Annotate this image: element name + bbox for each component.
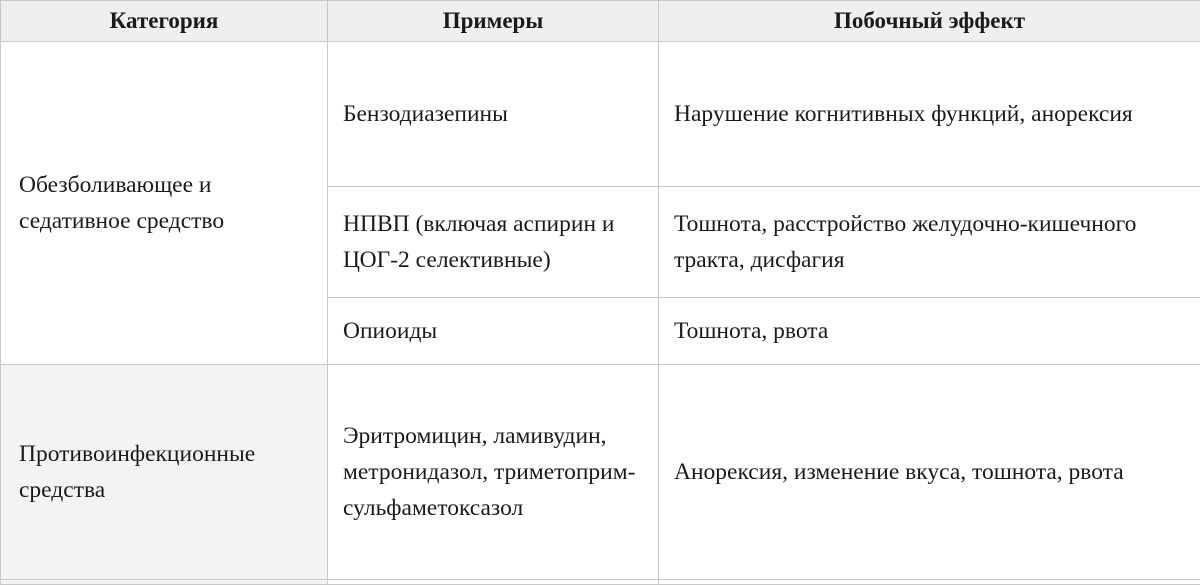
example-cell: Эритромицин, ламивудин, метронидазол, триметоприм-сульфаметоксазол: [328, 365, 659, 580]
table-row-cut: [1, 580, 1200, 585]
example-cell: НПВП (включая аспирин и ЦОГ-2 селективные): [328, 187, 659, 298]
header-category: Категория: [1, 1, 328, 42]
empty-cell: [659, 580, 1200, 585]
example-cell: Опиоиды: [328, 298, 659, 365]
header-side-effect: Побочный эффект: [659, 1, 1200, 42]
empty-cell: [328, 580, 659, 585]
example-cell: Бензодиазепины: [328, 42, 659, 187]
category-cell: Противоинфекционные средства: [1, 365, 328, 580]
empty-cell: [1, 580, 328, 585]
effect-cell: Тошнота, расстройство желудочно-кишечного тракта, дисфагия: [659, 187, 1200, 298]
table-row: [1, 42, 1200, 187]
category-cell: Обезболивающее и седативное средство: [1, 42, 328, 365]
effect-cell: Нарушение когнитивных функций, анорексия: [659, 42, 1200, 187]
table-header-row: [1, 1, 1200, 42]
table-row: [1, 365, 1200, 580]
header-examples: Примеры: [328, 1, 659, 42]
effect-cell: Тошнота, рвота: [659, 298, 1200, 365]
effect-cell: Анорексия, изменение вкуса, тошнота, рвота: [659, 365, 1200, 580]
